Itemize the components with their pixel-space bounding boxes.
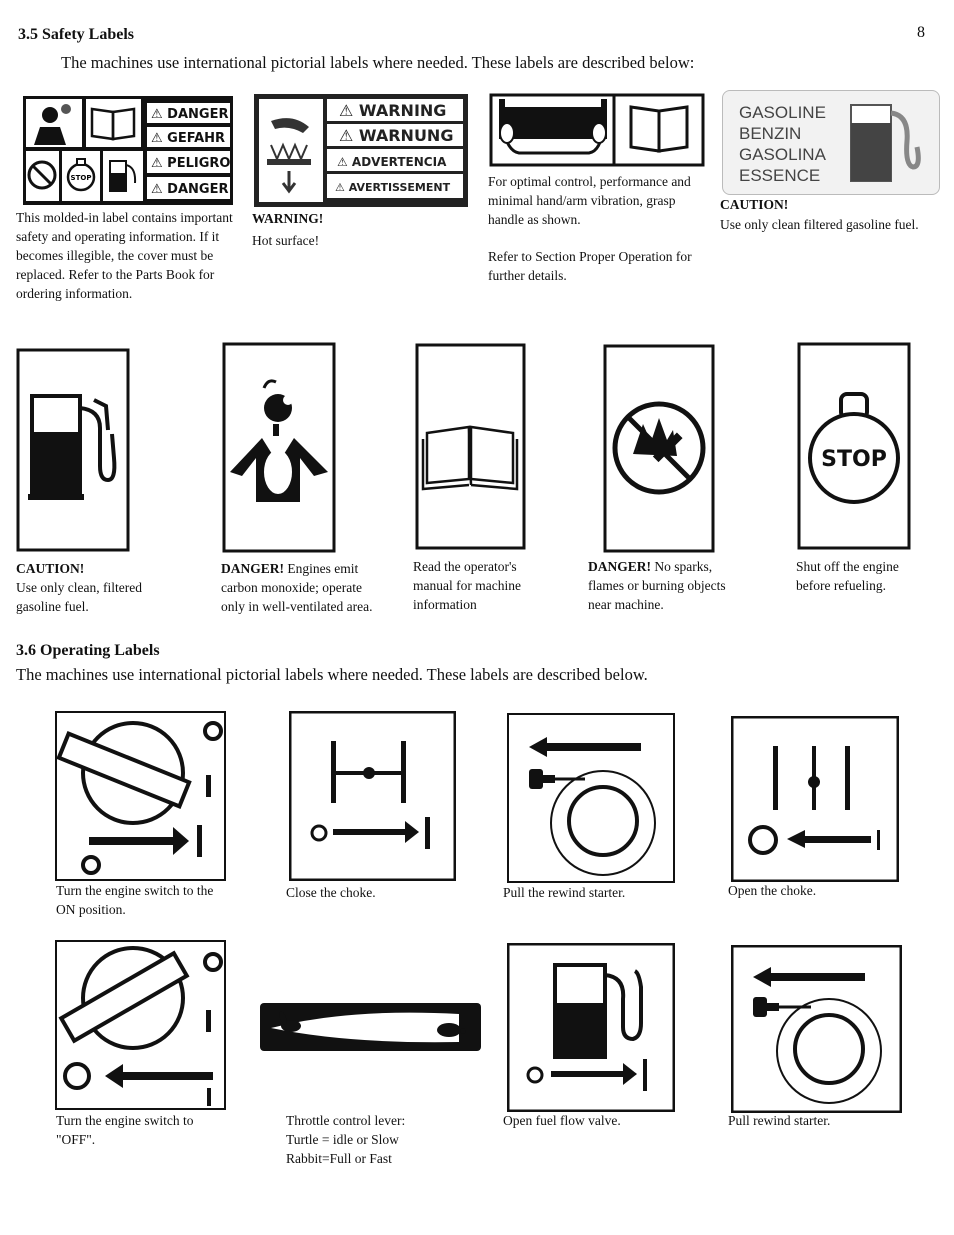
stop-caption: Shut off the engine before refueling. <box>796 559 899 593</box>
handle-caption-1: For optimal control, performance and minimal hand/arm vibration, grasp handle as shown. <box>488 174 691 227</box>
rewind-starter-pictogram-2 <box>731 945 902 1113</box>
combo-stop-text: STOP <box>70 174 92 182</box>
combo-label-caption: This molded-in label contains important safety and operating information. If it becomes illegible, the cover must be replaced. Refer to the Parts Book for ordering information. <box>16 210 233 301</box>
section-heading-safety: 3.5 Safety Labels <box>18 26 134 43</box>
warning-word-4: ⚠ AVERTISSEMENT <box>335 181 451 194</box>
operator-manual-pictogram <box>415 343 526 550</box>
combo-word-1: ⚠ DANGER <box>151 107 229 122</box>
fuel-caption-title: CAUTION! <box>16 561 85 576</box>
no-flames-caption-title: DANGER! <box>588 559 651 574</box>
off-circle-icon <box>83 857 99 873</box>
op-caption-6: Throttle control lever: Turtle = idle or Slow Rabbit=Full or Fast <box>286 1113 406 1166</box>
switch-off-pictogram <box>55 940 226 1110</box>
choke-close-pictogram <box>289 711 456 881</box>
fuel-caption <box>16 559 186 616</box>
choke-open-circle-icon <box>312 826 326 840</box>
choke-open-circle-icon <box>750 827 776 853</box>
off-circle-icon <box>65 1064 89 1088</box>
section-heading-operating: 3.6 Operating Labels <box>16 642 160 659</box>
gasoline-word-2: BENZIN <box>739 124 802 143</box>
fuel-valve-pictogram <box>507 943 675 1112</box>
op-caption-5: Turn the engine switch to "OFF". <box>56 1113 194 1147</box>
stop-engine-pictogram <box>797 342 911 550</box>
valve-circle-icon <box>528 1068 542 1082</box>
op-caption-3: Pull the rewind starter. <box>503 885 626 900</box>
gasoline-word-3: GASOLINA <box>739 145 826 164</box>
gasoline-caption-title: CAUTION! <box>720 197 789 212</box>
warning-caption-text: Hot surface! <box>252 233 320 248</box>
handle-caption-2: Refer to Section Proper Operation for further details. <box>488 249 692 283</box>
warning-word-1: ⚠ WARNING <box>339 101 447 120</box>
carbon-monoxide-pictogram <box>222 342 336 553</box>
combo-word-2: ⚠ GEFAHR <box>151 131 226 146</box>
co-caption-title: DANGER! <box>221 561 284 576</box>
manual-caption: Read the operator's manual for machine information <box>413 559 521 612</box>
gasoline-word-4: ESSENCE <box>739 166 821 185</box>
operating-intro: The machines use international pictorial labels where needed. These labels are described below. <box>16 665 648 684</box>
manual-book-icon <box>423 427 517 489</box>
combo-safety-label <box>22 95 234 206</box>
warning-hot-surface-label <box>253 93 469 208</box>
gasoline-word-1: GASOLINE <box>739 103 826 122</box>
grasp-handle-label <box>489 93 705 167</box>
warning-caption-title: WARNING! <box>252 211 324 226</box>
switch-on-pictogram <box>55 711 226 881</box>
co-caption <box>221 559 381 616</box>
op-caption-8: Pull rewind starter. <box>728 1113 831 1128</box>
op-caption-4: Open the choke. <box>728 883 817 898</box>
fuel-pump-pictogram <box>16 348 130 552</box>
co-caption-text: Engines emit carbon monoxide; operate only in well-ventilated area. <box>221 561 373 614</box>
rewind-starter-pictogram <box>507 713 675 883</box>
throttle-pictogram <box>259 1002 482 1052</box>
warning-word-3: ⚠ ADVERTENCIA <box>337 155 447 169</box>
no-flames-pictogram <box>603 344 715 553</box>
combo-word-3: ⚠ PELIGRO <box>151 156 231 171</box>
warning-word-2: ⚠ WARNUNG <box>339 126 454 145</box>
gasoline-label <box>722 90 940 195</box>
combo-word-4: ⚠ DANGER <box>151 182 229 197</box>
choke-open-pictogram <box>731 716 899 882</box>
page-number: 8 <box>917 24 925 41</box>
op-caption-2: Close the choke. <box>286 885 376 900</box>
no-flames-caption <box>588 557 748 614</box>
fuel-caption-text: Use only clean, filtered gasoline fuel. <box>16 580 142 614</box>
safety-intro: The machines use international pictorial labels where needed. These labels are described below: <box>61 53 695 72</box>
fuel-pump-icon <box>847 101 927 185</box>
op-caption-7: Open fuel flow valve. <box>503 1113 621 1128</box>
stop-text: STOP <box>821 447 887 472</box>
gasoline-caption-text: Use only clean filtered gasoline fuel. <box>720 217 919 232</box>
op-caption-1: Turn the engine switch to the ON position. <box>56 883 214 917</box>
no-flames-caption-text: No sparks, flames or burning objects near machine. <box>588 559 726 612</box>
